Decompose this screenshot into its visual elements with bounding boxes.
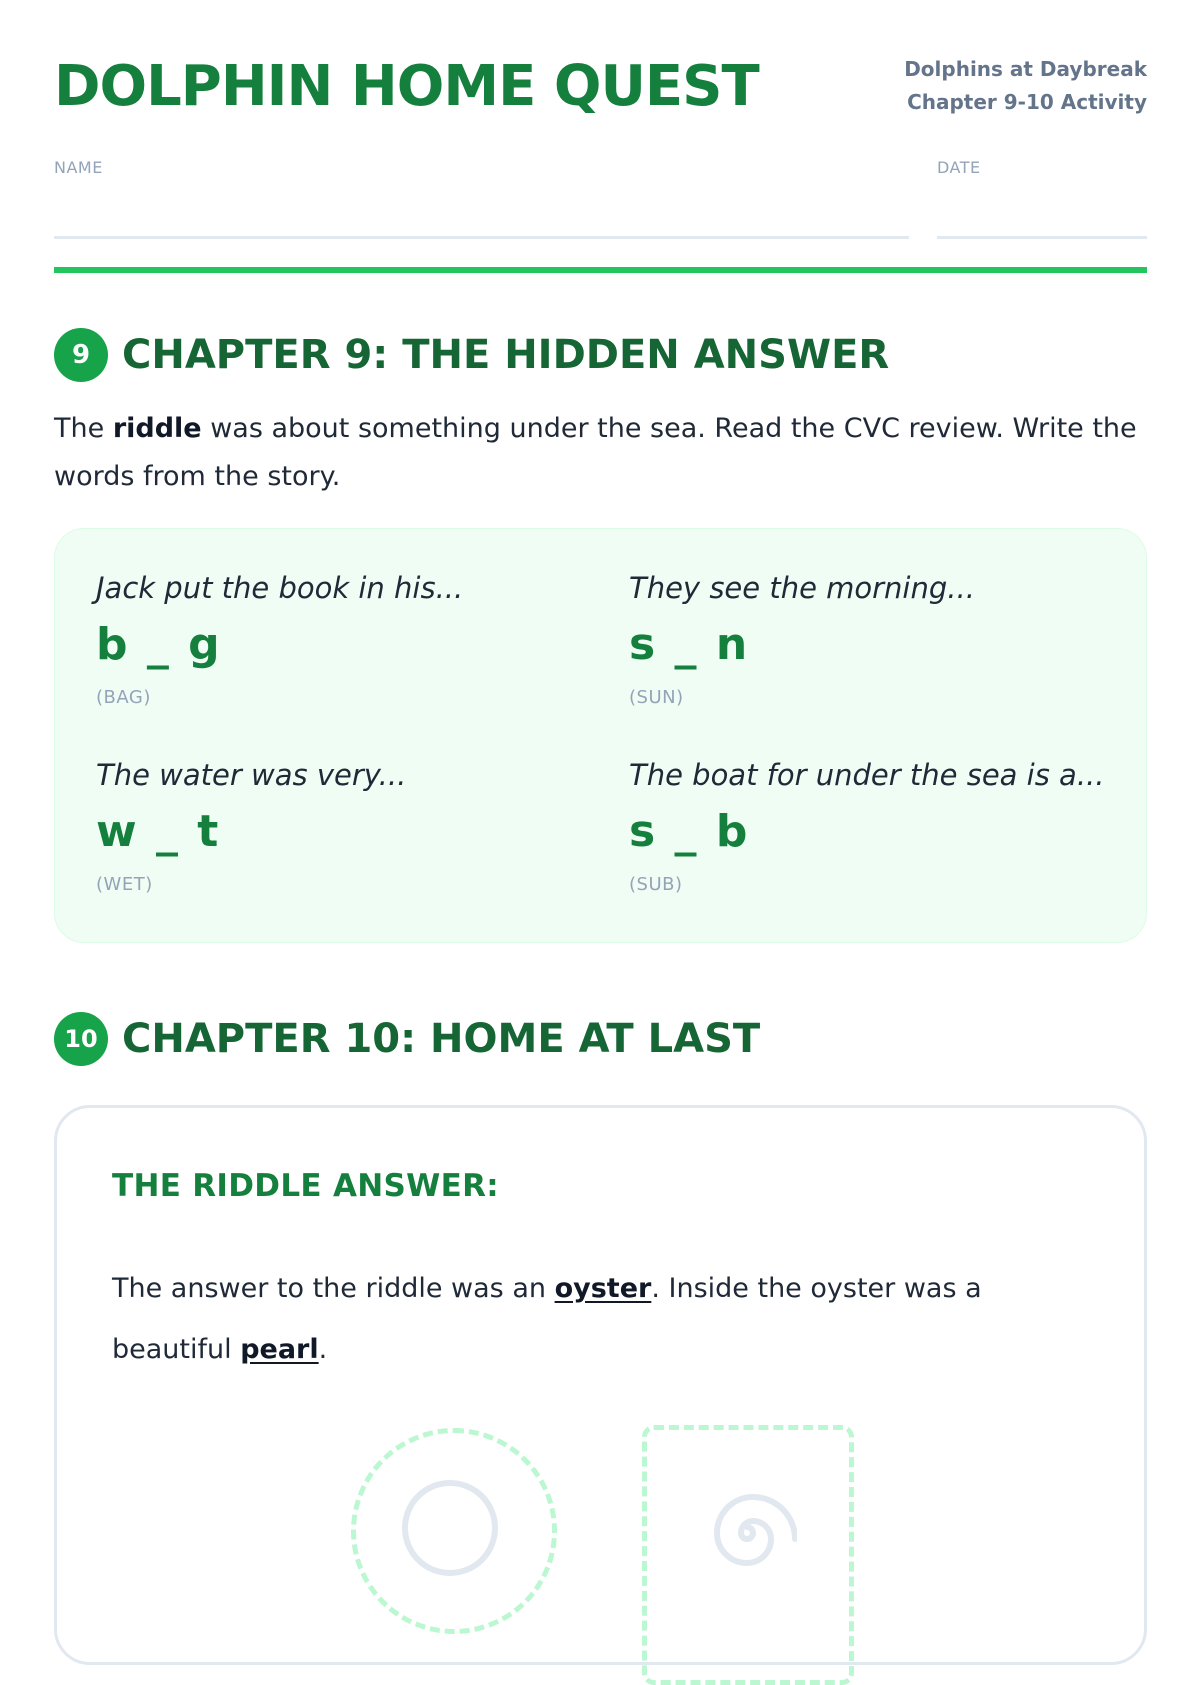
cvc-pattern[interactable]: s _ b	[629, 806, 750, 857]
cvc-prompt: They see the morning...	[629, 571, 975, 605]
cvc-hint: (SUB)	[629, 874, 683, 895]
date-field[interactable]	[937, 236, 1147, 239]
name-label: NAME	[54, 158, 103, 177]
answer-word-oyster: oyster	[554, 1273, 652, 1304]
riddle-answer-title: THE RIDDLE ANSWER:	[112, 1168, 499, 1204]
cvc-item-sun	[629, 571, 975, 708]
cvc-pattern[interactable]: s _ n	[629, 619, 750, 670]
cvc-review-panel	[54, 528, 1147, 943]
cvc-item-bag	[96, 571, 463, 708]
pearl-icon	[402, 1480, 498, 1576]
answer-text: . Inside the oyster was a beautiful	[112, 1273, 982, 1365]
intro-text: The	[54, 413, 113, 444]
shell-spiral-icon	[697, 1483, 797, 1583]
cvc-prompt: Jack put the book in his...	[96, 571, 464, 605]
answer-word-pearl: pearl	[240, 1334, 319, 1365]
cvc-hint: (WET)	[96, 874, 153, 895]
cvc-prompt: The water was very...	[96, 758, 407, 792]
chapter-9-heading	[54, 328, 889, 382]
page-title: DOLPHIN HOME QUEST	[54, 54, 759, 119]
date-label: DATE	[937, 158, 981, 177]
worksheet-meta	[904, 53, 1147, 119]
riddle-answer-text	[112, 1258, 1102, 1380]
cvc-prompt: The boat for under the sea is a...	[629, 758, 1105, 792]
name-field[interactable]	[54, 236, 909, 239]
chapter-10-badge: 10	[54, 1012, 108, 1066]
cvc-pattern[interactable]: w _ t	[96, 806, 221, 857]
cvc-hint: (SUN)	[629, 687, 684, 708]
activity-label: Chapter 9-10 Activity	[907, 90, 1147, 114]
book-title: Dolphins at Daybreak	[904, 57, 1147, 81]
chapter-9-badge: 9	[54, 328, 108, 382]
chapter-10-title: CHAPTER 10: HOME AT LAST	[122, 1016, 761, 1062]
answer-text: The answer to the riddle was an	[112, 1273, 555, 1304]
intro-text-rest: was about something under the sea. Read the CVC review. Write the words from the story.	[54, 413, 1137, 492]
chapter-10-heading	[54, 1012, 760, 1066]
answer-text-end: .	[318, 1334, 328, 1365]
riddle-keyword: riddle	[112, 413, 202, 444]
cvc-item-wet	[96, 758, 406, 895]
cvc-hint: (BAG)	[96, 687, 151, 708]
riddle-answer-card	[54, 1105, 1147, 1665]
cvc-item-sub	[629, 758, 1104, 895]
chapter-9-title: CHAPTER 9: THE HIDDEN ANSWER	[122, 332, 890, 378]
chapter-9-instructions	[54, 405, 1154, 501]
cvc-pattern[interactable]: b _ g	[96, 619, 222, 670]
header-divider	[54, 267, 1147, 273]
